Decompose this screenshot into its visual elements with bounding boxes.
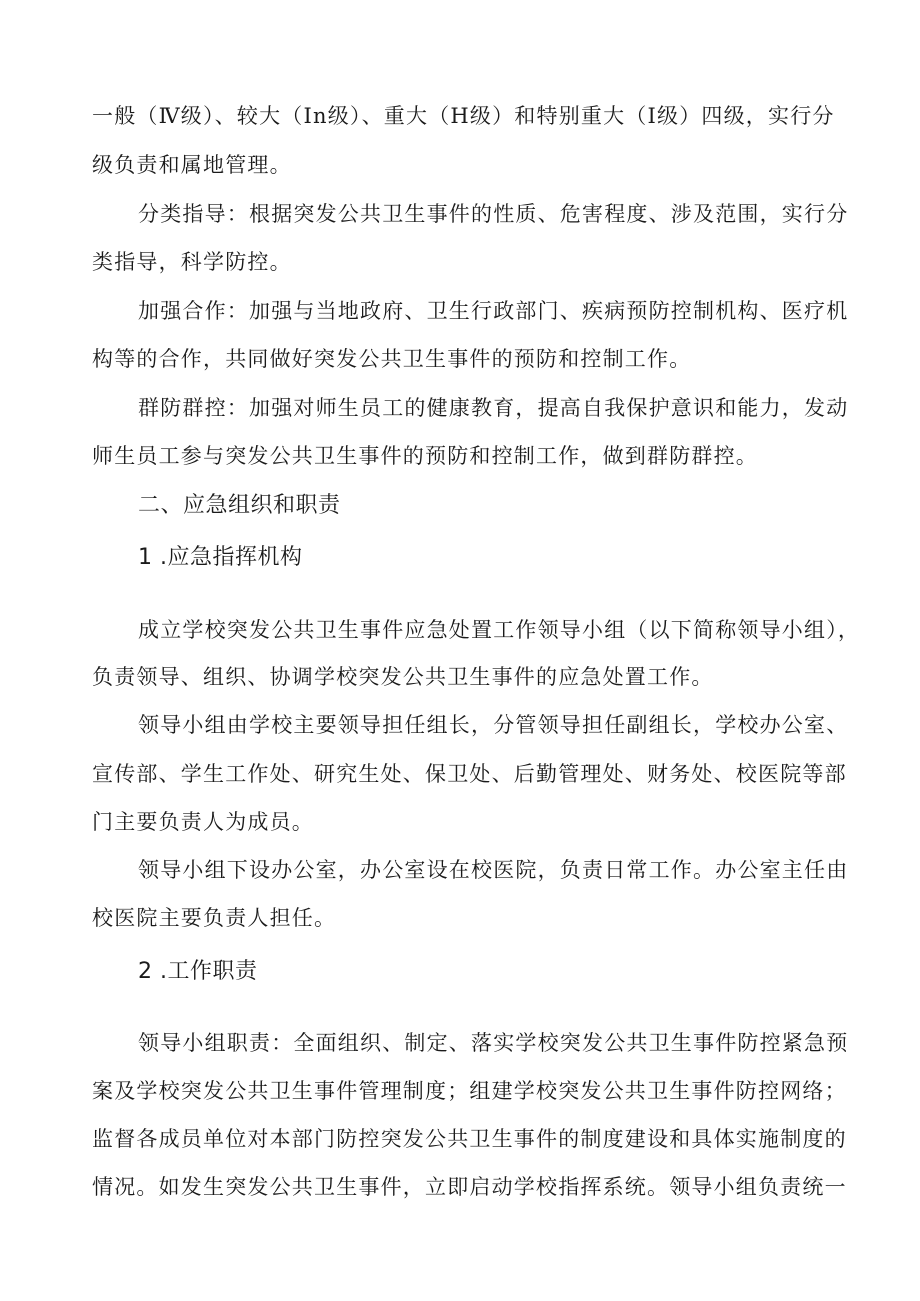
paragraph-line: 师生员工参与突发公共卫生事件的预防和控制工作，做到群防群控。 [92, 444, 758, 468]
paragraph-line: 成立学校突发公共卫生事件应急处置工作领导小组（以下简称领导小组）， [138, 618, 861, 642]
section-heading: 二、应急组织和职责 [138, 493, 341, 518]
paragraph-line: 构等的合作，共同做好突发公共卫生事件的预防和控制工作。 [92, 347, 692, 371]
paragraph-line: 门主要负责人为成员。 [92, 810, 314, 834]
paragraph-line: 级负责和属地管理。 [92, 153, 292, 177]
subsection-heading: 1 .应急指挥机构 [138, 545, 303, 570]
paragraph-line: 领导小组下设办公室，办公室设在校医院，负责日常工作。办公室主任由 [138, 858, 849, 882]
paragraph-line: 加强合作：加强与当地政府、卫生行政部门、疾病预防控制机构、医疗机 [138, 299, 849, 323]
paragraph-line: 类指导，科学防控。 [92, 250, 292, 274]
paragraph-line: 分类指导：根据突发公共卫生事件的性质、危害程度、涉及范围，实行分 [138, 202, 849, 226]
paragraph-line: 宣传部、学生工作处、研究生处、保卫处、后勤管理处、财务处、校医院等部 [92, 762, 847, 786]
paragraph-line: 一般（Ⅳ级）、较大（In级）、重大（H级）和特别重大（I级）四级，实行分 [92, 104, 835, 128]
paragraph-line: 负责领导、组织、协调学校突发公共卫生事件的应急处置工作。 [92, 665, 714, 689]
paragraph-line: 案及学校突发公共卫生事件管理制度；组建学校突发公共卫生事件防控网络； [92, 1079, 847, 1103]
paragraph-line: 群防群控：加强对师生员工的健康教育，提高自我保护意识和能力，发动 [138, 396, 849, 420]
paragraph-line: 情况。如发生突发公共卫生事件，立即启动学校指挥系统。领导小组负责统一 [92, 1175, 847, 1199]
paragraph-line: 监督各成员单位对本部门防控突发公共卫生事件的制度建设和具体实施制度的 [92, 1127, 847, 1151]
paragraph-line: 领导小组职责：全面组织、制定、落实学校突发公共卫生事件防控紧急预 [138, 1031, 849, 1055]
subsection-heading: 2 .工作职责 [138, 959, 258, 984]
paragraph-line: 领导小组由学校主要领导担任组长，分管领导担任副组长，学校办公室、 [138, 713, 849, 737]
paragraph-line: 校医院主要负责人担任。 [92, 906, 337, 930]
